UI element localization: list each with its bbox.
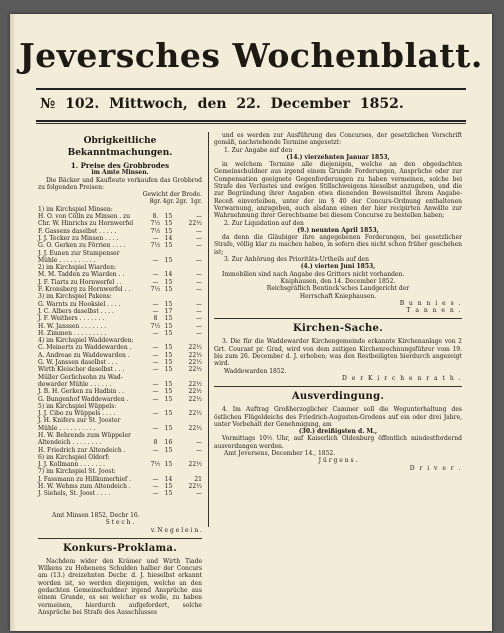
term1-text: in welchem Termine alle diejenigen, welche an den obgedachten Gemeinschuldner aus irgend einem Grunde Forderungen, Ansprüche oder zur Compensation geeignete Gegenforderungen zu haben vermeinen, solche bei Strafe des Verlustes und ewigen Stillschweigens hieselbst anzugeben, und die zur Begründung ihrer Angaben etwa dienenden Beweismittel ihrem Angabe-Receß einverleiben, unter der im § 40 der Concurs-Ordnung enthaltenen Verwarnung, anzugeben, auch alsdann einen der hier recipirten Anwälte zur Wahrnehmung ihrer Gerechtsame bei diesem Concurse zu bestellen haben; xyxy=(214,161,462,220)
price-row-col-8: 7½ xyxy=(150,461,161,469)
price-row-name: G. Warnts zu Hooksiel . . . . xyxy=(38,300,121,308)
price-row-col-1: 22½ xyxy=(188,380,202,388)
price-row-col-2 xyxy=(175,396,188,403)
price-row xyxy=(38,250,202,257)
price-row-col-4 xyxy=(162,264,175,271)
kirchen-signature: D e r K i r c h e n r a t h . xyxy=(342,374,462,382)
ausverdingung-place: Amt Jeversens, December 14., 1852. xyxy=(224,449,336,457)
price-row-name: 7) im Kirchspiel St. Joost: xyxy=(38,468,116,476)
price-row-name: Mühle . . . . . . . . . . xyxy=(38,424,96,432)
price-row-name: J. J. Cibo zu Wüppels . . . . xyxy=(38,410,116,418)
price-row-name: J. J. Kollmann . . . . . . . xyxy=(38,461,105,469)
price-row xyxy=(38,301,202,308)
price-row-col-1 xyxy=(188,337,202,344)
price-row-name: G. Bungenhof Waddewarden . xyxy=(38,395,129,403)
kirchen-text: 3. Die für die Waddewarder Kirchengemeinde erkannte Kirchenanlage von 2 Grt. Courant pr. Grad, wird von dem zeitigen Kirchenrechnungsführer vom 19. bis zum 26. December d. J. erhoben; was den Restbeiligten hierdurch angezeigt wird. xyxy=(214,338,462,368)
price-row-name: 1) im Kirchspiel Minsen: xyxy=(38,205,113,213)
unit-2: 2gr. xyxy=(175,198,188,206)
price-row-col-4: 15 xyxy=(164,256,173,264)
left-bottom-column xyxy=(38,512,202,616)
price-row-col-2 xyxy=(175,308,188,315)
price-row-col-2 xyxy=(175,374,188,381)
price-row-col-4: 15 xyxy=(164,322,173,330)
price-row-name: C. Meinerts zu Waddewarden . xyxy=(38,344,132,352)
price-row xyxy=(38,483,202,490)
price-row-name: A. Andreae zu Waddewarden . xyxy=(38,351,130,359)
price-row-name: J. Siehels, St. Joost . . . . xyxy=(38,490,111,498)
price-row-name: H. Zimmen . . . . . . . . . xyxy=(38,329,107,337)
price-row-col-1: — xyxy=(196,256,202,264)
price-row-col-2 xyxy=(175,490,188,497)
price-row-col-8: — xyxy=(152,483,159,491)
price-row xyxy=(38,417,202,424)
price-row-col-8: 7½ xyxy=(150,227,161,235)
price-row-col-8 xyxy=(149,374,162,381)
term2-text: da denn die Gläubiger ihre angegebenen Forderungen, bei gesetzlicher Strafe, völlig klar zu machen haben, in sofern dies nicht schon früher geschehen ist; xyxy=(214,234,462,256)
ausverdingung-date: (30.) dreißigsten d. M., xyxy=(298,428,378,436)
price-row-col-4 xyxy=(162,374,175,381)
signature-driver: D r i v e r . xyxy=(409,464,462,472)
authority-line1: Reichsgräflich Bentinck'sches Landgericht der xyxy=(266,285,410,293)
section-heading-kirchen: Kirchen-Sache. xyxy=(292,323,383,335)
issue-rule xyxy=(36,120,466,122)
price-row-col-1 xyxy=(188,432,202,439)
price-row-col-4: 15 xyxy=(164,410,173,418)
price-row xyxy=(38,359,202,366)
price-row-col-2 xyxy=(175,388,188,395)
price-row-col-4: 15 xyxy=(164,227,173,235)
price-row-col-1 xyxy=(188,403,202,410)
price-row-col-8: — xyxy=(152,395,159,403)
price-row-col-2 xyxy=(175,432,188,439)
price-row-col-8 xyxy=(149,206,162,213)
unit-8: 8gr. xyxy=(149,198,162,206)
price-row-col-4: 17 xyxy=(164,307,173,315)
price-row xyxy=(38,330,202,337)
price-row-name: G. O. Gerken zu Förrien . . . . xyxy=(38,242,126,250)
issue-date: den 22. December 1852. xyxy=(197,96,404,112)
price-row-name: Chr. W. Hinrichs zu Hornwerfel xyxy=(38,220,134,228)
price-row-col-2 xyxy=(175,417,188,424)
price-row-col-8 xyxy=(149,264,162,271)
price-row-col-4: 15 xyxy=(164,483,173,491)
place-date: Kniphausen, den 14. December 1852. xyxy=(280,277,396,285)
price-row-col-8: — xyxy=(152,475,159,483)
ausverdingung-text: 4. Im Auftrag Großherzoglicher Cammer soll die Wegunterhaltung des östlichen Flügeldeichs des Friedrich-Augusten-Grodens auf ein oder drei Jahre, unter Vorbehalt der Genehmigung, am xyxy=(214,406,462,428)
price-row-col-4: 15 xyxy=(164,278,173,286)
price-row-col-8: — xyxy=(152,307,159,315)
price-row xyxy=(38,352,202,359)
price-row xyxy=(38,293,202,300)
price-row-col-4: 15 xyxy=(164,490,173,498)
price-row xyxy=(38,432,202,439)
concurs-intro: und es werden zur Ausführung des Concurses, der gesetzlichen Vorschrift gemäß, nachstehende Termine angesetzt: xyxy=(214,132,462,147)
price-row-col-2 xyxy=(175,257,188,264)
price-row-col-8: — xyxy=(152,234,159,242)
price-table xyxy=(38,206,202,498)
price-row xyxy=(38,279,202,286)
price-row-col-4: 15 xyxy=(164,351,173,359)
unit-4: 4gr. xyxy=(162,198,175,206)
price-row-col-4: 15 xyxy=(164,220,173,228)
price-row xyxy=(38,286,202,293)
price-row-col-8: — xyxy=(152,300,159,308)
price-title: 1. Preise des Grobbrodes xyxy=(70,161,170,170)
price-row-name: H. O. von Cölln zu Minsen . zu xyxy=(38,213,131,221)
price-row-col-2 xyxy=(175,344,188,351)
price-row-col-8: — xyxy=(152,256,159,264)
price-unit-row xyxy=(38,198,202,205)
price-row-name: 5) im Kirchspiel Wüppels: xyxy=(38,402,117,410)
price-row xyxy=(38,308,202,315)
price-row-col-8 xyxy=(149,432,162,439)
price-row-col-8: — xyxy=(152,490,159,498)
left-column xyxy=(38,132,202,520)
price-row-col-2 xyxy=(175,337,188,344)
price-row-col-1: 21 xyxy=(194,475,202,483)
price-row-col-8: 8 xyxy=(153,315,158,323)
price-row-col-4: 15 xyxy=(164,300,173,308)
price-row xyxy=(38,476,202,483)
price-row-col-4: 15 xyxy=(164,344,173,352)
price-row-col-4 xyxy=(162,403,175,410)
term1-label: 1. Zur Angabe auf den xyxy=(224,146,293,154)
price-row xyxy=(38,447,202,454)
price-row-col-8: — xyxy=(152,424,159,432)
price-row-col-8 xyxy=(149,454,162,461)
price-row-col-1 xyxy=(188,250,202,257)
price-row-name: 6) im Kirchspiel Oldorf: xyxy=(38,453,110,461)
masthead-title: Jeversches Wochenblatt. xyxy=(19,36,483,75)
term2-label: 2. Zur Liquidation auf den xyxy=(224,219,304,227)
issue-weekday: Mittwoch, xyxy=(109,96,188,112)
price-row xyxy=(38,220,202,227)
price-row-col-8: — xyxy=(152,388,159,396)
price-row-col-1: — xyxy=(196,242,202,250)
price-row-name: J. J. Eunen zur Stumpenser xyxy=(38,249,120,257)
price-row-col-8 xyxy=(149,293,162,300)
price-row-col-4 xyxy=(162,293,175,300)
price-row-col-8: 8 xyxy=(153,439,158,447)
price-row-col-1: — xyxy=(196,227,202,235)
price-row-name: Mühle . . . . . . . . . . xyxy=(38,256,96,264)
konkurs-text: Nachdem wider den Krämer und Wirth Tiade Wilkens zu Hohenens Schulden halber der Concurs am (13.) dreizehnten Decbr. d. J. hieselbst erkannt worden ist, so werden diejenigen, welche an den gedachten Gemeinschuldner irgend Ansprüche aus einem Grunde, es sei welcher es wolle, zu haben vermeinen, hierdurch aufgefordert, solche Ansprüche bei Strafe des Ausschlusses xyxy=(38,557,202,616)
price-row-col-1: 22½ xyxy=(188,461,202,469)
price-row xyxy=(38,337,202,344)
signature-bunnies: B u n n i e s . xyxy=(399,299,462,307)
price-row-col-1: 22½ xyxy=(188,388,202,396)
price-row-col-2 xyxy=(175,352,188,359)
price-row-col-2 xyxy=(175,286,188,293)
price-row xyxy=(38,410,202,417)
price-row-col-8: — xyxy=(152,351,159,359)
price-row-col-2 xyxy=(175,476,188,483)
price-row-col-1: — xyxy=(196,286,202,294)
price-row-col-2 xyxy=(175,301,188,308)
price-row-col-1: 22½ xyxy=(188,410,202,418)
price-row-col-1: 22½ xyxy=(188,344,202,352)
divider xyxy=(214,386,462,387)
price-row-col-1 xyxy=(188,264,202,271)
price-row-col-1: — xyxy=(196,315,202,323)
price-row-col-4: 16 xyxy=(164,439,173,447)
price-row-col-1 xyxy=(188,374,202,381)
price-row-col-4: 14 xyxy=(164,475,173,483)
price-row-col-4: 15 xyxy=(164,315,173,323)
price-row-col-4: 14 xyxy=(164,271,173,279)
price-row xyxy=(38,439,202,446)
price-row-col-8: — xyxy=(152,380,159,388)
issue-rule-thin xyxy=(36,123,466,124)
price-row-col-2 xyxy=(175,359,188,366)
price-row-col-2 xyxy=(175,242,188,249)
price-row xyxy=(38,235,202,242)
price-row xyxy=(38,374,202,381)
price-row-col-8 xyxy=(149,337,162,344)
section-heading-ausverdingung: Ausverdingung. xyxy=(291,391,385,403)
price-row xyxy=(38,396,202,403)
price-row-col-2 xyxy=(175,468,188,475)
price-row-col-1: — xyxy=(196,234,202,242)
term3-date: (4.) vierten Juni 1853, xyxy=(300,263,376,271)
price-row xyxy=(38,366,202,373)
price-row xyxy=(38,228,202,235)
issue-number: № 102. xyxy=(40,96,100,112)
price-row-col-2 xyxy=(175,483,188,490)
price-row-name: H. Friedrich zur Altendeich . xyxy=(38,446,126,454)
price-row-col-4: 15 xyxy=(164,388,173,396)
price-row-col-4 xyxy=(162,468,175,475)
divider xyxy=(214,318,462,319)
price-row-name: J. J. Tecker zu Minsen . . . . xyxy=(38,234,119,242)
price-row-col-8: — xyxy=(152,366,159,374)
price-row-col-8: 7½ xyxy=(150,322,161,330)
price-row-col-2 xyxy=(175,264,188,271)
term1-date: (14.) vierzehnten Januar 1853, xyxy=(286,153,390,161)
price-row xyxy=(38,264,202,271)
section-heading-official: Obrigkeitliche Bekanntmachungen. xyxy=(67,136,173,158)
price-row-name: Müller Gerlichsohn zu Wad- xyxy=(38,373,123,381)
price-row-col-2 xyxy=(175,213,188,220)
price-row-name: 2) im Kirchspiel Wiarden: xyxy=(38,264,116,272)
price-row-col-8: — xyxy=(152,329,159,337)
price-row-col-4: 15 xyxy=(164,359,173,367)
kirchen-place: Waddewarden 1852. xyxy=(224,367,287,375)
price-row-col-4: 15 xyxy=(164,424,173,432)
price-row-col-4: 14 xyxy=(164,234,173,242)
authority-line2: Herrschaft Kniephausen. xyxy=(299,292,377,300)
price-row-col-2 xyxy=(175,461,188,468)
price-row xyxy=(38,468,202,475)
price-row-name: Wirth Kleischer daselbst . . . xyxy=(38,366,125,374)
price-row-col-1: — xyxy=(196,213,202,221)
price-row-col-2 xyxy=(175,279,188,286)
price-row-col-2 xyxy=(175,330,188,337)
price-row xyxy=(38,403,202,410)
price-row-col-2 xyxy=(175,381,188,388)
price-row-col-1: 22½ xyxy=(188,424,202,432)
price-row xyxy=(38,461,202,468)
price-row xyxy=(38,323,202,330)
price-row xyxy=(38,315,202,322)
issue-line xyxy=(40,96,475,112)
price-row-name: J. H. Knifers zur St. Jooster xyxy=(38,417,121,425)
price-row-col-8: 7½ xyxy=(150,286,161,294)
term3-text: Immobilien sind nach Angabe des Gritters nicht vorhanden. xyxy=(222,270,405,278)
term3-label: 3. Zur Anhörung des Prioritäts-Urtheils auf den xyxy=(224,256,369,264)
price-row xyxy=(38,490,202,497)
price-row-col-4: 15 xyxy=(164,461,173,469)
price-row-col-4 xyxy=(162,432,175,439)
price-row-name: J. C. Albers daselbst . . . . xyxy=(38,307,114,315)
price-row-col-2 xyxy=(175,293,188,300)
minsen-footer: Amt Minsen 1852, Decbr 16. xyxy=(52,512,140,519)
price-row-col-2 xyxy=(175,410,188,417)
price-row-col-8: — xyxy=(152,359,159,367)
price-row-col-1 xyxy=(188,454,202,461)
price-row-col-8 xyxy=(149,250,162,257)
price-row-name: H. W. Behrends zum Wüppeler xyxy=(38,431,131,439)
column-divider xyxy=(208,132,209,527)
signature-tannen: T a n n e n . xyxy=(406,307,462,315)
price-row-name: J. Fassmann zu Hillkumerhief . xyxy=(38,475,132,483)
price-row-col-4: 15 xyxy=(164,366,173,374)
ausverdingung-text2: Vormittags 10½ Uhr, auf Kaiserlich Oldenburg öffentlich mindestfordernd ausverdungen werden. xyxy=(214,435,462,450)
price-row-col-4: 15 xyxy=(164,446,173,454)
price-row-name: G. W. Janssen daselbst . . . xyxy=(38,359,118,367)
price-row xyxy=(38,213,202,220)
price-row-col-1: — xyxy=(196,307,202,315)
price-row-col-2 xyxy=(175,323,188,330)
price-row-col-2 xyxy=(175,425,188,432)
price-row-col-1 xyxy=(188,293,202,300)
price-row xyxy=(38,206,202,213)
section-heading-konkurs: Konkurs-Proklama. xyxy=(63,542,177,554)
unit-1: 1gr. xyxy=(190,198,202,206)
price-row-col-1: — xyxy=(196,446,202,454)
price-row-col-1: 22½ xyxy=(188,483,202,491)
right-column xyxy=(214,132,462,602)
price-row xyxy=(38,344,202,351)
price-row-col-1: 22½ xyxy=(188,395,202,403)
price-row-col-1: 22½ xyxy=(188,220,202,228)
price-row-name: J. F. Tiarts zu Hornwerfel . . xyxy=(38,278,122,286)
price-row-col-8: — xyxy=(152,278,159,286)
price-row-name: M. M. Tadden zu Wiarden . . xyxy=(38,271,125,279)
divider xyxy=(38,538,202,539)
price-row-col-2 xyxy=(175,250,188,257)
price-row-name: H. W. Wehms zum Altendeich . xyxy=(38,483,131,491)
price-row-col-1 xyxy=(188,417,202,424)
price-row-col-2 xyxy=(175,403,188,410)
price-row-col-8: — xyxy=(152,271,159,279)
price-row-col-4: 15 xyxy=(164,242,173,250)
price-row-col-2 xyxy=(175,206,188,213)
price-row-col-2 xyxy=(175,439,188,446)
price-row-col-1: 22½ xyxy=(188,359,202,367)
signature-negelein: v. N e g e l e i n . xyxy=(150,526,202,534)
price-row-col-1: — xyxy=(196,278,202,286)
price-row-col-4: 15 xyxy=(164,213,173,221)
price-row-name: H. W. Janssen . . . . . . . xyxy=(38,322,107,330)
price-row-name: J. B. H. Gerken zu Hadbin . . xyxy=(38,388,125,396)
price-row-col-2 xyxy=(175,315,188,322)
price-row-col-8: 7½ xyxy=(150,242,161,250)
price-row-col-8 xyxy=(149,403,162,410)
price-row-col-8: 7½ xyxy=(150,220,161,228)
price-row-col-1: 22½ xyxy=(188,366,202,374)
price-row-col-2 xyxy=(175,447,188,454)
price-row-col-1: — xyxy=(196,490,202,498)
price-row-col-8: — xyxy=(152,446,159,454)
price-row-col-2 xyxy=(175,271,188,278)
price-row-col-1: — xyxy=(196,300,202,308)
price-row-name: J. F. Weithers . . . . . . . xyxy=(38,315,105,323)
price-intro: Die Bäcker und Kaufleute verkaufen das Grobbrod zu folgenden Preisen: xyxy=(38,176,202,191)
price-row-col-4 xyxy=(162,250,175,257)
price-row-col-1: 22½ xyxy=(188,351,202,359)
price-row-col-1: — xyxy=(196,322,202,330)
price-row-col-8 xyxy=(149,468,162,475)
price-row-col-2 xyxy=(175,228,188,235)
price-row-name: dewarder Mühle . . . . . . xyxy=(38,380,112,388)
price-row-name: 4) im Kirchspiel Waddewarden: xyxy=(38,337,134,345)
signature-juergens: J ü r g e n s . xyxy=(318,457,358,465)
price-row-col-2 xyxy=(175,220,188,227)
price-row-col-4 xyxy=(162,454,175,461)
price-row-col-2 xyxy=(175,235,188,242)
price-row-name: F. Kronsberg zu Hornwerfel . . xyxy=(38,286,131,294)
price-subtitle: im Amte Minsen. xyxy=(91,169,149,177)
price-row-col-2 xyxy=(175,366,188,373)
price-row-col-8: 8. xyxy=(152,213,159,221)
price-row xyxy=(38,388,202,395)
price-row-col-1: — xyxy=(196,329,202,337)
masthead-rule xyxy=(36,88,466,90)
price-row-col-8: — xyxy=(152,344,159,352)
price-row-col-1 xyxy=(188,468,202,475)
price-row xyxy=(38,381,202,388)
price-row-col-8 xyxy=(149,417,162,424)
term2-date: (9.) neunten April 1853, xyxy=(297,226,379,234)
page-spine xyxy=(10,14,16,631)
price-row-col-8: — xyxy=(152,410,159,418)
price-row xyxy=(38,242,202,249)
price-row-name: 3) im Kirchspiel Pakens: xyxy=(38,293,112,301)
price-row-col-4 xyxy=(162,206,175,213)
price-row-col-2 xyxy=(175,454,188,461)
signature-stech: S t e c h . xyxy=(105,519,135,527)
price-row-col-1: — xyxy=(196,271,202,279)
newspaper-page xyxy=(10,14,492,631)
price-row-name: F. Gassens daselbst . . . . . xyxy=(38,227,117,235)
price-row-col-4: 15 xyxy=(164,395,173,403)
price-row xyxy=(38,425,202,432)
price-row-col-4: 15 xyxy=(164,329,173,337)
price-row xyxy=(38,454,202,461)
price-row-col-4 xyxy=(162,337,175,344)
price-column-heading: Gewicht der Brode. xyxy=(142,191,202,199)
price-row xyxy=(38,257,202,264)
price-row-col-4 xyxy=(162,417,175,424)
price-row-col-4: 15 xyxy=(164,380,173,388)
price-row-col-1 xyxy=(188,206,202,213)
price-row-col-4: 15 xyxy=(164,286,173,294)
price-row xyxy=(38,271,202,278)
price-row-col-1: — xyxy=(196,439,202,447)
price-row-name: Altendeich . . . . . . . . xyxy=(38,439,102,447)
